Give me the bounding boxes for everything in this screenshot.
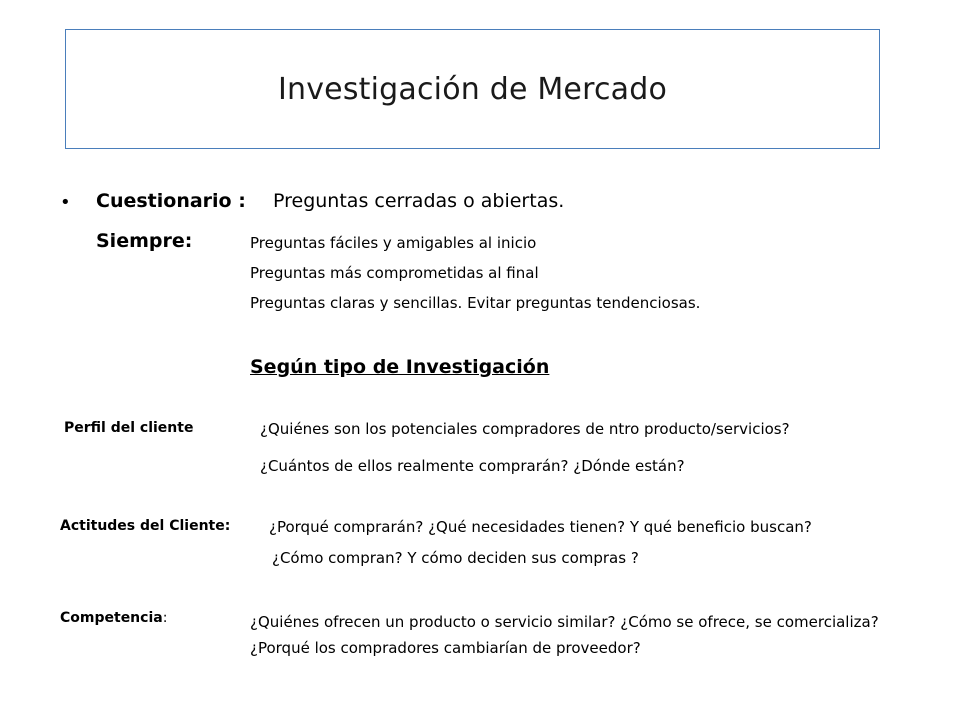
profile-label: Perfil del cliente [64,420,194,436]
competition-label [60,610,167,626]
always-item: Preguntas claras y sencillas. Evitar preguntas tendenciosas. [250,294,701,312]
bullet-icon: • [60,192,71,213]
subheading: Según tipo de Investigación [250,356,550,378]
title-box [65,29,880,149]
attitudes-line: ¿Cómo compran? Y cómo deciden sus compras ? [272,549,639,567]
attitudes-line: ¿Porqué comprarán? ¿Qué necesidades tienen? Y qué beneficio buscan? [269,518,812,536]
competition-label-text: Competencia [60,610,163,626]
questionnaire-label: Cuestionario : [96,190,246,212]
always-item: Preguntas más comprometidas al final [250,264,539,282]
competition-label-suffix: : [162,610,168,626]
always-item: Preguntas fáciles y amigables al inicio [250,234,537,252]
attitudes-label: Actitudes del Cliente: [60,518,231,534]
competition-text: ¿Quiénes ofrecen un producto o servicio similar? ¿Cómo se ofrece, se comercializa? ¿Porqué los compradores cambiarían de proveedor? [250,613,879,657]
questionnaire-text: Preguntas cerradas o abiertas. [273,190,565,212]
slide-title: Investigación de Mercado [277,71,668,107]
profile-line: ¿Quiénes son los potenciales compradores de ntro producto/servicios? [260,420,790,438]
always-label: Siempre: [96,230,193,252]
profile-line: ¿Cuántos de ellos realmente comprarán? ¿Dónde están? [260,457,685,475]
